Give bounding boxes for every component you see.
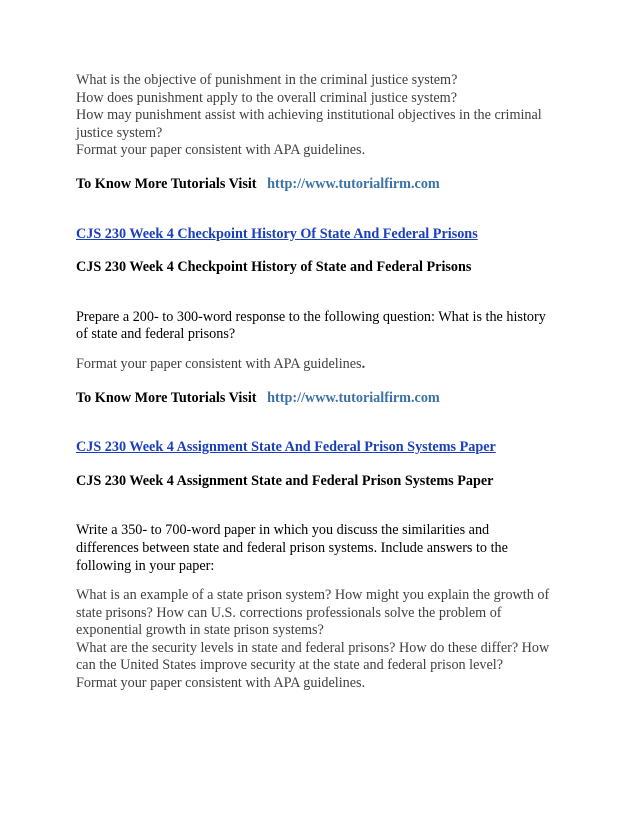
- visit-prefix: To Know More Tutorials Visit: [76, 175, 257, 192]
- section2-body-line: Write a 350- to 700-word paper in which you discuss the similarities and: [76, 522, 490, 539]
- tutorialfirm-link[interactable]: http://www.tutorialfirm.com: [267, 175, 440, 192]
- section2-question-line: Format your paper consistent with APA guidelines.: [76, 675, 366, 692]
- visit-line: [76, 390, 576, 408]
- tutorialfirm-link[interactable]: http://www.tutorialfirm.com: [267, 389, 440, 406]
- section2-question-line: exponential growth in state prison systems?: [76, 622, 324, 639]
- section2-question-line: What are the security levels in state and federal prisons? How do these differ? How: [76, 639, 550, 656]
- intro-line: How may punishment assist with achieving institutional objectives in the criminal: [76, 107, 542, 124]
- section2-questions: [76, 587, 576, 693]
- section2-question-line: can the United States improve security at the state and federal prison level?: [76, 657, 504, 674]
- visit-prefix: To Know More Tutorials Visit: [76, 389, 257, 406]
- section2-question-line: What is an example of a state prison system? How might you explain the growth of: [76, 587, 550, 604]
- section1-format-line: [76, 356, 576, 374]
- section1-format-text: Format your paper consistent with APA guidelines: [76, 355, 362, 372]
- document-page: [76, 72, 576, 693]
- intro-line: What is the objective of punishment in the criminal justice system?: [76, 72, 458, 88]
- section2-question-line: state prisons? How can U.S. corrections professionals solve the problem of: [76, 604, 502, 621]
- intro-line: How does punishment apply to the overall criminal justice system?: [76, 89, 458, 106]
- section2-body-line: following in your paper:: [76, 557, 215, 574]
- section1-title: CJS 230 Week 4 Checkpoint History of State and Federal Prisons: [76, 259, 472, 276]
- section2-body-line: differences between state and federal prison systems. Include answers to the: [76, 539, 508, 556]
- section1-heading-link[interactable]: CJS 230 Week 4 Checkpoint History Of State And Federal Prisons: [76, 225, 478, 242]
- visit-line: [76, 176, 576, 194]
- intro-questions: [76, 72, 576, 160]
- section2-heading-link[interactable]: CJS 230 Week 4 Assignment State And Federal Prison Systems Paper: [76, 439, 496, 456]
- section1-format-period: .: [361, 355, 366, 372]
- section2-body: [76, 522, 576, 575]
- section2-title: CJS 230 Week 4 Assignment State and Federal Prison Systems Paper: [76, 472, 494, 489]
- section1-body: [76, 309, 576, 344]
- section1-body-line: of state and federal prisons?: [76, 326, 236, 343]
- intro-line: Format your paper consistent with APA guidelines.: [76, 142, 366, 159]
- intro-line: justice system?: [76, 124, 163, 141]
- section1-body-line: Prepare a 200- to 300-word response to the following question: What is the history: [76, 308, 546, 325]
